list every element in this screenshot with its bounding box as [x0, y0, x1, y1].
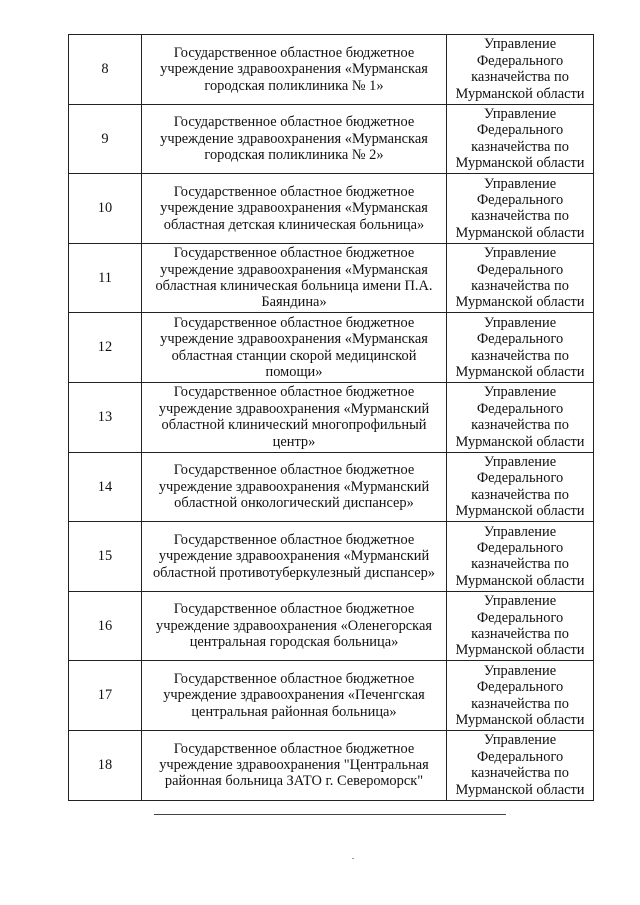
table-row: [69, 382, 594, 452]
table-row: [69, 452, 594, 522]
institution-name: Государственное областное бюджетное учреждение здравоохранения «Мурманская городская поликлиника № 2»: [142, 104, 447, 174]
treasury-agency: Управление Федерального казначейства по Мурманской области: [447, 730, 594, 800]
row-number: 11: [69, 243, 142, 313]
row-number: 12: [69, 313, 142, 383]
institution-name: Государственное областное бюджетное учреждение здравоохранения «Мурманский областной клинический многопрофильный центр»: [142, 382, 447, 452]
table-row: [69, 730, 594, 800]
table-row: [69, 313, 594, 383]
institution-name: Государственное областное бюджетное учреждение здравоохранения «Мурманская областная клиническая больница имени П.А. Баяндина»: [142, 243, 447, 313]
treasury-agency: Управление Федерального казначейства по Мурманской области: [447, 522, 594, 592]
treasury-agency: Управление Федерального казначейства по Мурманской области: [447, 104, 594, 174]
treasury-agency: Управление Федерального казначейства по Мурманской области: [447, 174, 594, 244]
row-number: 8: [69, 35, 142, 105]
treasury-agency: Управление Федерального казначейства по Мурманской области: [447, 35, 594, 105]
table-row: [69, 104, 594, 174]
institution-name: Государственное областное бюджетное учреждение здравоохранения «Мурманский областной онкологический диспансер»: [142, 452, 447, 522]
treasury-agency: Управление Федерального казначейства по Мурманской области: [447, 591, 594, 661]
table-row: [69, 243, 594, 313]
table-row: [69, 174, 594, 244]
row-number: 13: [69, 382, 142, 452]
institution-name: Государственное областное бюджетное учреждение здравоохранения «Мурманская областная детская клиническая больница»: [142, 174, 447, 244]
institutions-table: [68, 34, 594, 801]
institution-name: Государственное областное бюджетное учреждение здравоохранения «Оленегорская центральная городская больница»: [142, 591, 447, 661]
table-row: [69, 522, 594, 592]
row-number: 17: [69, 661, 142, 731]
row-number: 9: [69, 104, 142, 174]
treasury-agency: Управление Федерального казначейства по Мурманской области: [447, 452, 594, 522]
scan-speck: [352, 858, 354, 859]
table-row: [69, 591, 594, 661]
table-row: [69, 661, 594, 731]
institution-name: Государственное областное бюджетное учреждение здравоохранения «Мурманская городская поликлиника № 1»: [142, 35, 447, 105]
institution-name: Государственное областное бюджетное учреждение здравоохранения «Мурманский областной противотуберкулезный диспансер»: [142, 522, 447, 592]
treasury-agency: Управление Федерального казначейства по Мурманской области: [447, 243, 594, 313]
row-number: 15: [69, 522, 142, 592]
treasury-agency: Управление Федерального казначейства по Мурманской области: [447, 382, 594, 452]
treasury-agency: Управление Федерального казначейства по Мурманской области: [447, 313, 594, 383]
row-number: 18: [69, 730, 142, 800]
row-number: 10: [69, 174, 142, 244]
table-row: [69, 35, 594, 105]
institution-name: Государственное областное бюджетное учреждение здравоохранения "Центральная районная больница ЗАТО г. Североморск": [142, 730, 447, 800]
end-of-table-rule: [154, 814, 506, 815]
institution-name: Государственное областное бюджетное учреждение здравоохранения «Печенгская центральная районная больница»: [142, 661, 447, 731]
row-number: 14: [69, 452, 142, 522]
institution-name: Государственное областное бюджетное учреждение здравоохранения «Мурманская областная станции скорой медицинской помощи»: [142, 313, 447, 383]
row-number: 16: [69, 591, 142, 661]
table-body: [69, 35, 594, 801]
treasury-agency: Управление Федерального казначейства по Мурманской области: [447, 661, 594, 731]
